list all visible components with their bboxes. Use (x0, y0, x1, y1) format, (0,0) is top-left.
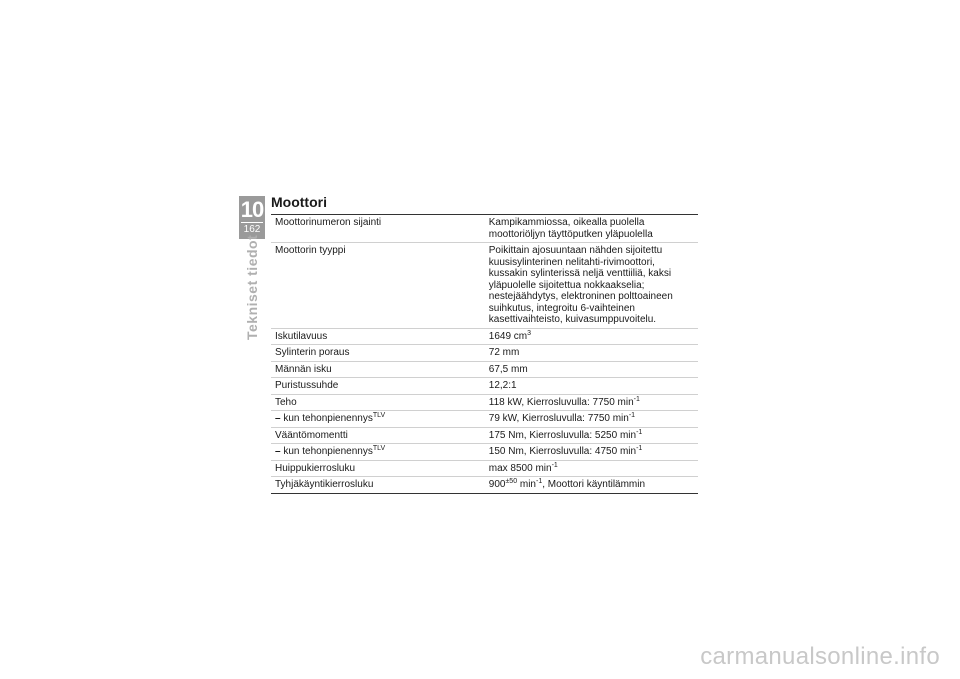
spec-value (479, 444, 698, 461)
spec-value-text: 1649 cm (488, 330, 528, 342)
watermark-text: carmanualsonline.info (700, 643, 940, 670)
table-row (271, 427, 698, 444)
spec-label: Iskutilavuus (271, 328, 479, 345)
spec-value-text: 79 kW, Kierrosluvulla: 7750 min (488, 413, 629, 424)
spec-value (479, 394, 698, 411)
chapter-side-title: Tekniset tiedot (244, 234, 260, 340)
spec-value: 12,2:1 (479, 378, 698, 395)
table-row (271, 378, 698, 395)
spec-value-unit-exponent: 3 (527, 329, 532, 337)
spec-label: Puristussuhde (271, 378, 479, 395)
spec-value (479, 460, 698, 477)
spec-value-unit-exponent: -1 (551, 461, 558, 469)
spec-value-unit-exponent: -1 (633, 395, 640, 403)
spec-value-condition: , Moottori käyntilämmin (542, 479, 646, 490)
spec-label: Moottorin tyyppi (271, 243, 479, 329)
spec-value: 67,5 mm (479, 361, 698, 378)
spec-value-tolerance: ±50 (505, 478, 518, 485)
spec-value-text: 900 (488, 479, 506, 490)
sub-item-dash: – (275, 446, 281, 457)
spec-label-superscript: TLV (372, 412, 386, 419)
chapter-divider (241, 222, 263, 223)
chapter-marker (239, 196, 265, 239)
table-row (271, 328, 698, 345)
spec-value-text: 175 Nm, Kierrosluvulla: 5250 min (488, 429, 637, 441)
spec-value-unit-exponent: -1 (628, 412, 636, 419)
spec-value-text: 118 kW, Kierrosluvulla: 7750 min (488, 396, 634, 408)
table-row (271, 477, 698, 494)
spec-value-unit: min (517, 479, 536, 490)
spec-label-superscript: TLV (372, 445, 386, 452)
table-row (271, 394, 698, 411)
spec-value-unit-exponent: -1 (536, 478, 543, 485)
spec-label: Vääntömomentti (271, 427, 479, 444)
spec-label (271, 444, 479, 461)
spec-label (271, 411, 479, 428)
spec-label: Männän isku (271, 361, 479, 378)
page-number: 162 (243, 224, 261, 235)
section-title: Moottori (271, 194, 327, 210)
spec-label: Tyhjäkäyntikierrosluku (275, 479, 374, 490)
engine-spec-table (271, 214, 698, 494)
spec-value-text: max 8500 min (488, 462, 552, 474)
spec-label-text: kun tehonpienennys (283, 413, 373, 424)
table-row (271, 460, 698, 477)
spec-value: Poikittain ajosuuntaan nähden sijoitettu kuusisylinterinen nelitahti-rivimoottori, kussakin sylinterissä neljä venttiiliä, kaksi yläpuolelle sijoitettua nokkaakselia; nestejäähdytys, elektroninen polttoaineen suihkutus, integroitu 6-vaihteinen kasettivaihteisto, kuivasumppuvoitelu. (479, 243, 698, 329)
spec-label: Moottorinumeron sijainti (271, 215, 479, 243)
spec-value: Kampikammiossa, oikealla puolella moottoriöljyn täyttöputken yläpuolella (479, 215, 698, 243)
spec-label: Teho (271, 394, 479, 411)
table-row (271, 361, 698, 378)
spec-value-unit-exponent: -1 (636, 445, 643, 452)
table-row (271, 215, 698, 243)
spec-value (479, 477, 698, 494)
table-row (271, 345, 698, 362)
table-row (271, 411, 698, 428)
spec-label: Huippukierrosluku (271, 460, 479, 477)
spec-value: 72 mm (479, 345, 698, 362)
spec-value (479, 411, 698, 428)
spec-label: Sylinterin poraus (271, 345, 479, 362)
chapter-number: 10 (240, 197, 264, 222)
spec-value (479, 328, 698, 345)
spec-label-text: kun tehonpienennys (283, 446, 373, 457)
spec-value-text: 150 Nm, Kierrosluvulla: 4750 min (488, 446, 637, 457)
sub-item-dash: – (275, 413, 281, 424)
table-row (271, 444, 698, 461)
spec-value-unit-exponent: -1 (636, 428, 643, 436)
table-row (271, 243, 698, 329)
spec-value (479, 427, 698, 444)
